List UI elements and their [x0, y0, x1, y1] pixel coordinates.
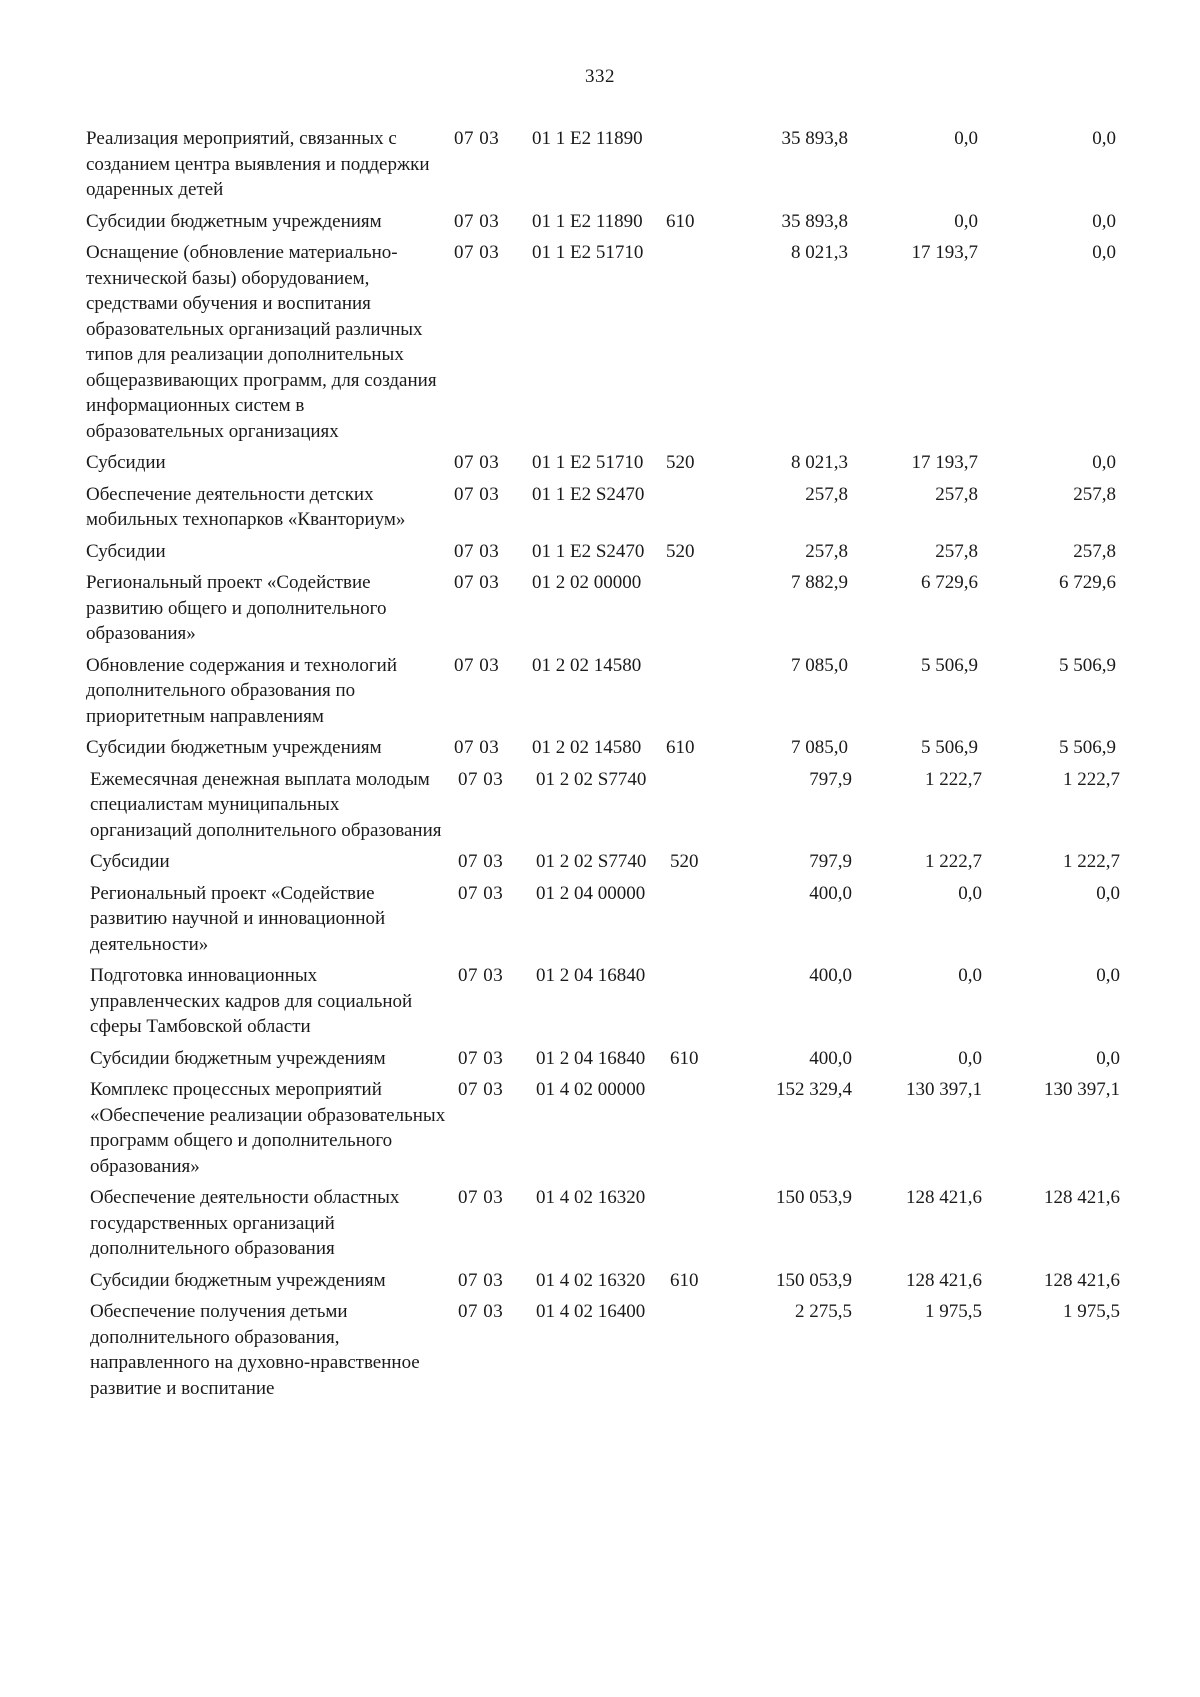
- target-article-code: 01 2 02 14580: [532, 737, 642, 758]
- section-code: 07 03: [458, 1187, 504, 1208]
- target-article-code: 01 4 02 16320: [536, 1187, 646, 1208]
- expense-type-code: [660, 570, 722, 647]
- table-row: [90, 1185, 1184, 1262]
- amount-year-3: 128 421,6: [1044, 1187, 1120, 1208]
- section-code: 07 03: [454, 737, 500, 758]
- amount-year-1: 400,0: [809, 1047, 852, 1069]
- section-code: 07 03: [454, 128, 500, 149]
- section-code: 07 03: [458, 1047, 504, 1069]
- amount-year-3: 5 506,9: [1059, 737, 1116, 758]
- table-row: [86, 240, 1180, 444]
- section-code: 07 03: [458, 882, 504, 904]
- table-row: [90, 963, 1184, 1040]
- row-name: Региональный проект «Содействие развитию научной и инновационной деятельности»: [90, 882, 386, 955]
- amount-year-2: 0,0: [958, 965, 982, 986]
- row-name: Субсидии: [86, 452, 166, 473]
- page-number: 332: [585, 66, 615, 87]
- amount-year-1: 152 329,4: [776, 1079, 852, 1100]
- expense-type-code: [664, 881, 726, 958]
- amount-year-1: 7 085,0: [791, 654, 848, 676]
- budget-table: [86, 126, 1180, 1407]
- target-article-code: 01 2 02 00000: [532, 572, 642, 593]
- row-name: Субсидии: [90, 851, 170, 872]
- row-name: Обеспечение получения детьми дополнительного образования, направленного на духовно-нравственное развитие и воспитание: [90, 1301, 420, 1399]
- row-name: Субсидии бюджетным учреждениям: [86, 737, 382, 758]
- target-article-code: 01 2 02 S7740: [536, 768, 647, 790]
- amount-year-1: 8 021,3: [791, 452, 848, 473]
- target-article-code: 01 1 E2 11890: [532, 128, 643, 149]
- target-article-code: 01 4 02 16320: [536, 1269, 646, 1291]
- amount-year-3: 257,8: [1073, 483, 1116, 505]
- amount-year-1: 797,9: [809, 851, 852, 872]
- table-row: [86, 539, 1180, 565]
- table-row: [86, 735, 1180, 761]
- section-code: 07 03: [458, 851, 504, 872]
- target-article-code: 01 2 04 00000: [536, 882, 646, 904]
- expense-type-code: [660, 240, 722, 444]
- table-row: [90, 1046, 1184, 1072]
- expense-type-code: 610: [670, 1047, 699, 1069]
- amount-year-2: 257,8: [935, 540, 978, 562]
- amount-year-2: 1 222,7: [925, 768, 982, 790]
- row-name: Обновление содержания и технологий дополнительного образования по приоритетным направлениям: [86, 654, 398, 727]
- table-row: [86, 482, 1180, 533]
- amount-year-3: 0,0: [1096, 882, 1120, 904]
- amount-year-1: 8 021,3: [791, 242, 848, 263]
- section-code: 07 03: [458, 1301, 504, 1322]
- table-row: [86, 570, 1180, 647]
- amount-year-2: 257,8: [935, 483, 978, 505]
- section-code: 07 03: [458, 1269, 504, 1291]
- table-row: [86, 450, 1180, 476]
- target-article-code: 01 4 02 00000: [536, 1079, 646, 1100]
- amount-year-3: 257,8: [1073, 540, 1116, 562]
- row-name: Региональный проект «Содействие развитию общего и дополнительного образования»: [86, 572, 387, 644]
- expense-type-code: [664, 1185, 726, 1262]
- table-row: [90, 881, 1184, 958]
- row-name: Субсидии: [86, 540, 166, 562]
- target-article-code: 01 2 02 S7740: [536, 851, 647, 872]
- amount-year-2: 128 421,6: [906, 1187, 982, 1208]
- section-code: 07 03: [454, 452, 500, 473]
- section-code: 07 03: [454, 540, 500, 562]
- section-code: 07 03: [458, 1079, 504, 1100]
- amount-year-2: 1 222,7: [925, 851, 982, 872]
- section-code: 07 03: [454, 654, 500, 676]
- expense-type-code: [660, 126, 722, 203]
- expense-type-code: 610: [666, 210, 695, 232]
- section-code: 07 03: [454, 572, 500, 593]
- section-code: 07 03: [454, 242, 500, 263]
- target-article-code: 01 2 04 16840: [536, 965, 646, 986]
- amount-year-2: 5 506,9: [921, 737, 978, 758]
- section-code: 07 03: [458, 965, 504, 986]
- amount-year-1: 7 882,9: [791, 572, 848, 593]
- table-row: [86, 209, 1180, 235]
- amount-year-2: 128 421,6: [906, 1269, 982, 1291]
- amount-year-3: 0,0: [1092, 210, 1116, 232]
- amount-year-2: 130 397,1: [906, 1079, 982, 1100]
- row-name: Оснащение (обновление материально-технической базы) оборудованием, средствами обучения и воспитания образовательных организаций различных типов для реализации дополнительных общеразвивающих программ, для создания информационных систем в образовательных организациях: [86, 242, 437, 442]
- amount-year-2: 0,0: [954, 128, 978, 149]
- amount-year-1: 400,0: [809, 965, 852, 986]
- row-name: Субсидии бюджетным учреждениям: [90, 1269, 386, 1291]
- amount-year-3: 0,0: [1096, 1047, 1120, 1069]
- amount-year-1: 35 893,8: [781, 128, 848, 149]
- row-name: Комплекс процессных мероприятий «Обеспечение реализации образовательных программ общего и дополнительного образования»: [90, 1079, 446, 1177]
- section-code: 07 03: [454, 210, 500, 232]
- expense-type-code: 610: [670, 1269, 699, 1291]
- expense-type-code: 520: [666, 540, 695, 562]
- expense-type-code: 520: [670, 851, 699, 872]
- table-row: [90, 1299, 1184, 1401]
- section-code: 07 03: [458, 768, 504, 790]
- table-row: [86, 126, 1180, 203]
- amount-year-1: 150 053,9: [776, 1187, 852, 1208]
- amount-year-2: 1 975,5: [925, 1301, 982, 1322]
- amount-year-3: 0,0: [1092, 452, 1116, 473]
- row-name: Обеспечение деятельности детских мобильных технопарков «Кванториум»: [86, 483, 406, 530]
- target-article-code: 01 4 02 16400: [536, 1301, 646, 1322]
- expense-type-code: [664, 1077, 726, 1179]
- table-row: [90, 767, 1184, 844]
- target-article-code: 01 2 02 14580: [532, 654, 642, 676]
- amount-year-1: 2 275,5: [795, 1301, 852, 1322]
- amount-year-3: 128 421,6: [1044, 1269, 1120, 1291]
- amount-year-3: 0,0: [1092, 242, 1116, 263]
- row-name: Обеспечение деятельности областных государственных организаций дополнительного образования: [90, 1187, 400, 1259]
- section-code: 07 03: [454, 483, 500, 505]
- amount-year-1: 797,9: [809, 768, 852, 790]
- row-name: Субсидии бюджетным учреждениям: [90, 1047, 386, 1069]
- row-name: Реализация мероприятий, связанных с созданием центра выявления и поддержки одаренных детей: [86, 128, 430, 200]
- amount-year-2: 0,0: [958, 882, 982, 904]
- amount-year-1: 400,0: [809, 882, 852, 904]
- amount-year-3: 0,0: [1096, 965, 1120, 986]
- amount-year-1: 7 085,0: [791, 737, 848, 758]
- amount-year-1: 35 893,8: [781, 210, 848, 232]
- target-article-code: 01 1 E2 51710: [532, 242, 644, 263]
- row-name: Подготовка инновационных управленческих кадров для социальной сферы Тамбовской области: [90, 965, 413, 1037]
- expense-type-code: [664, 963, 726, 1040]
- target-article-code: 01 2 04 16840: [536, 1047, 646, 1069]
- amount-year-3: 0,0: [1092, 128, 1116, 149]
- amount-year-3: 1 222,7: [1063, 851, 1120, 872]
- amount-year-3: 130 397,1: [1044, 1079, 1120, 1100]
- row-name: Субсидии бюджетным учреждениям: [86, 210, 382, 232]
- amount-year-2: 17 193,7: [911, 452, 978, 473]
- table-row: [90, 1268, 1184, 1294]
- amount-year-2: 6 729,6: [921, 572, 978, 593]
- table-row: [90, 1077, 1184, 1179]
- target-article-code: 01 1 E2 51710: [532, 452, 644, 473]
- expense-type-code: 520: [666, 452, 695, 473]
- target-article-code: 01 1 E2 11890: [532, 210, 643, 232]
- amount-year-1: 150 053,9: [776, 1269, 852, 1291]
- amount-year-2: 0,0: [958, 1047, 982, 1069]
- amount-year-3: 5 506,9: [1059, 654, 1116, 676]
- expense-type-code: [664, 1299, 726, 1401]
- expense-type-code: 610: [666, 737, 695, 758]
- amount-year-3: 1 222,7: [1063, 768, 1120, 790]
- expense-type-code: [660, 653, 722, 730]
- table-row: [90, 849, 1184, 875]
- row-name: Ежемесячная денежная выплата молодым специалистам муниципальных организаций дополнительного образования: [90, 768, 442, 841]
- amount-year-1: 257,8: [805, 540, 848, 562]
- amount-year-1: 257,8: [805, 483, 848, 505]
- table-row: [86, 653, 1180, 730]
- amount-year-2: 17 193,7: [911, 242, 978, 263]
- expense-type-code: [660, 482, 722, 533]
- target-article-code: 01 1 E2 S2470: [532, 540, 645, 562]
- amount-year-2: 0,0: [954, 210, 978, 232]
- amount-year-3: 6 729,6: [1059, 572, 1116, 593]
- amount-year-2: 5 506,9: [921, 654, 978, 676]
- amount-year-3: 1 975,5: [1063, 1301, 1120, 1322]
- expense-type-code: [664, 767, 726, 844]
- target-article-code: 01 1 E2 S2470: [532, 483, 645, 505]
